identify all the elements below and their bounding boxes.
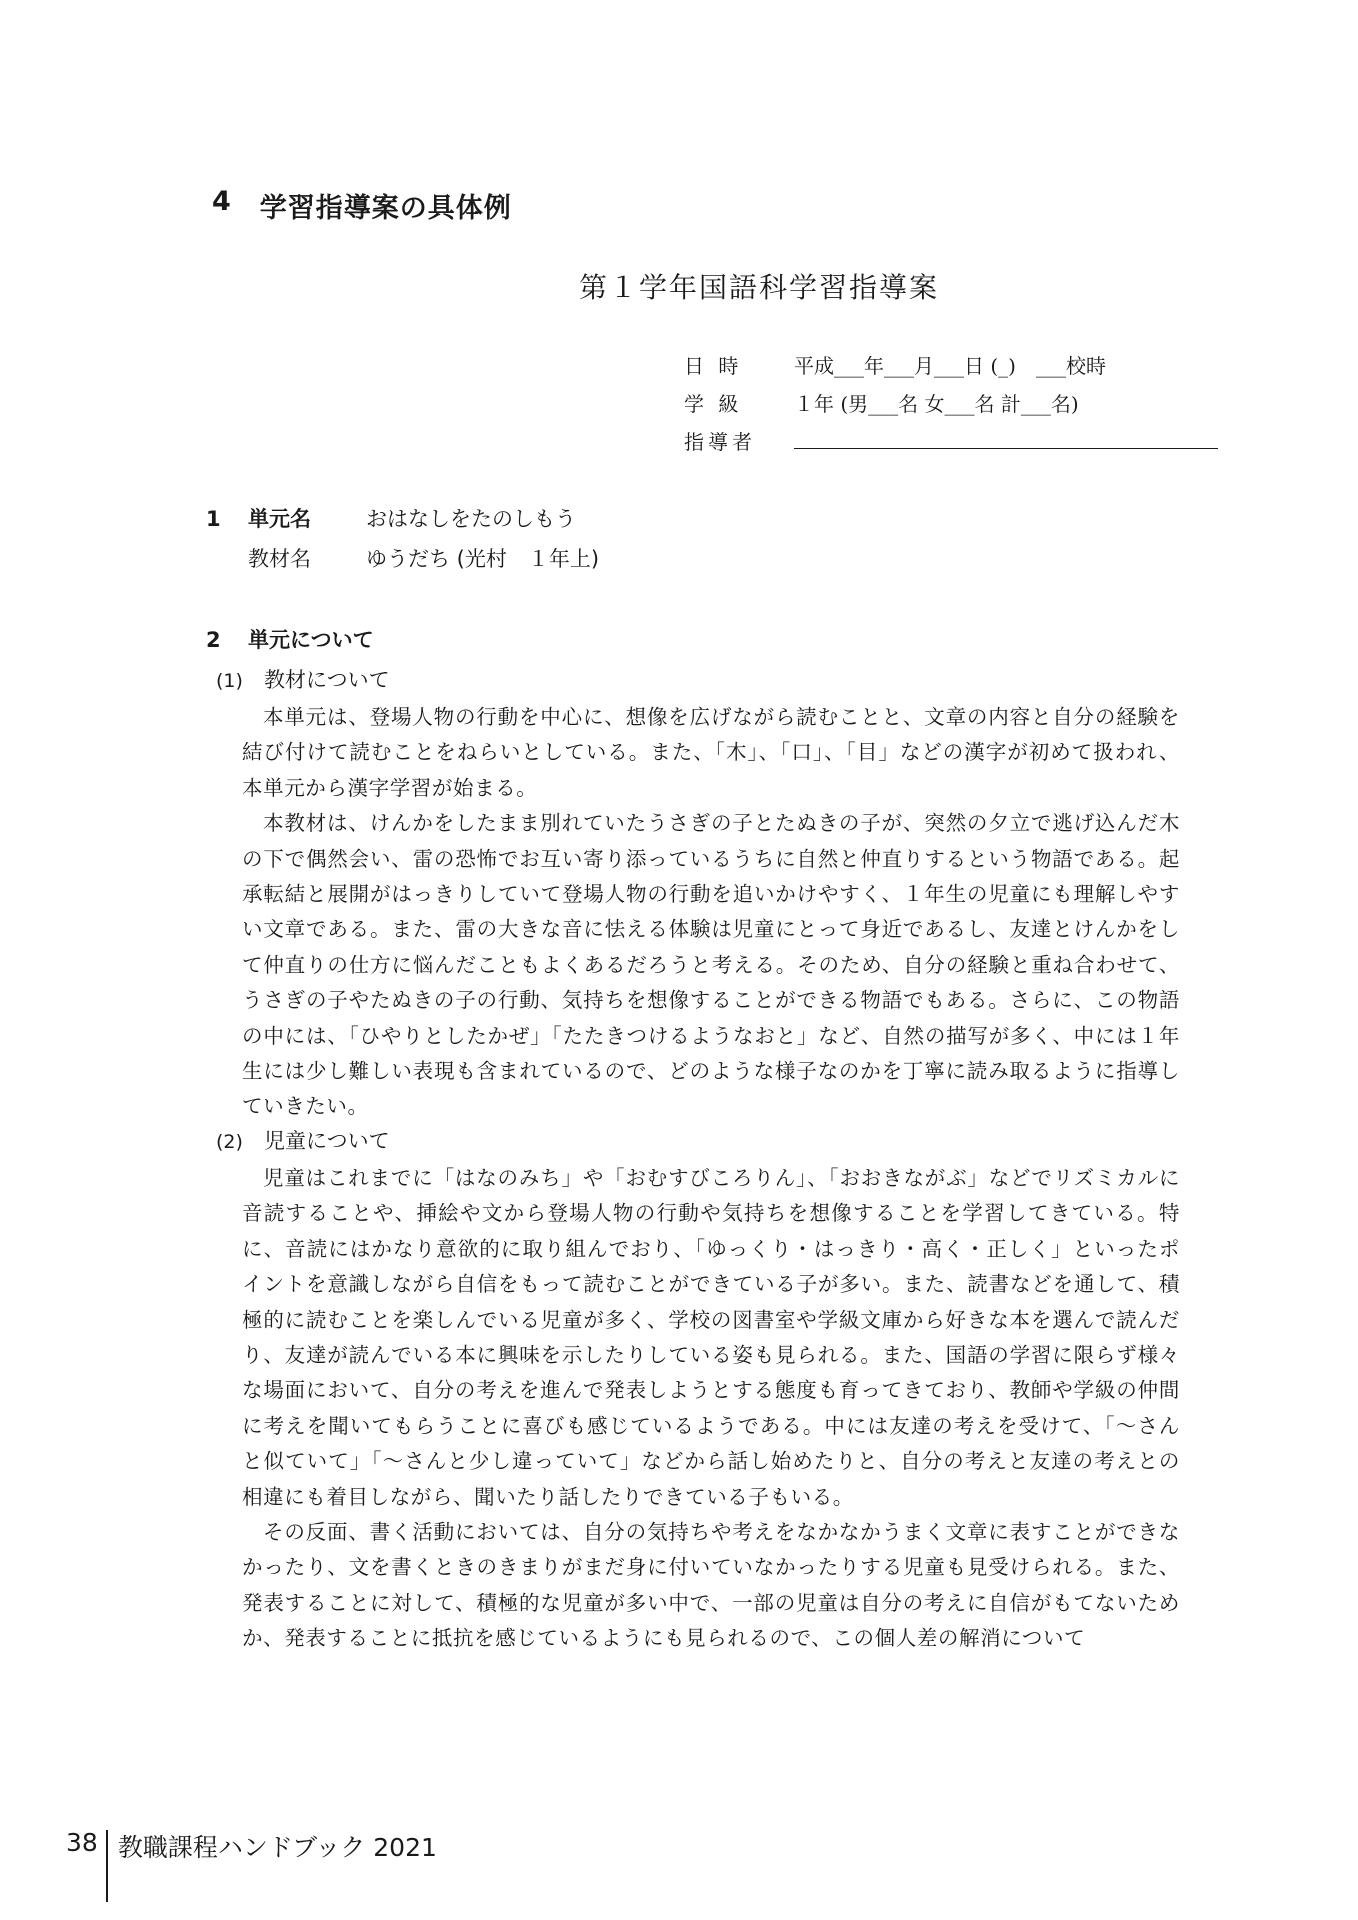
unit-section-number: 1 [206, 507, 221, 531]
material-label: 教材名 [248, 547, 311, 571]
unit-about-heading [206, 624, 1206, 664]
material-paragraph: 本単元は、登場人物の行動を中心に、想像を広げながら読むことと、文章の内容と自分の経験を結び付けて読むことをねらいとしている。また、「木」、「口」、「目」などの漢字が初めて扱われ、本単元から漢字学習が始まる。 [242, 705, 1180, 800]
teacher-blank-line [794, 428, 1218, 449]
meta-class-value: １年 (男___名 女___名 計___名) [794, 392, 1079, 416]
meta-teacher-label: 指導者 [684, 430, 756, 454]
section-heading-number: 4 [212, 186, 232, 217]
page-footer [66, 1828, 437, 1902]
material-paragraphs [206, 700, 1180, 1125]
material-subheading [206, 664, 1206, 700]
material-sub-title: 教材について [264, 668, 390, 692]
students-subheading [206, 1125, 1206, 1161]
material-sub-number: (1) [216, 670, 243, 692]
unit-name-label: 単元名 [248, 507, 311, 531]
book-title: 教職課程ハンドブック 2021 [117, 1833, 437, 1862]
unit-about-title: 単元について [248, 628, 374, 652]
meta-teacher-row [684, 426, 1218, 464]
students-sub-title: 児童について [264, 1128, 390, 1153]
footer-divider [106, 1830, 108, 1902]
section-heading-text: 学習指導案の具体例 [259, 193, 512, 224]
meta-date-label: 日 時 [684, 354, 743, 378]
unit-about-section [206, 624, 1206, 1657]
document-title: 第１学年国語科学習指導案 [578, 271, 939, 304]
meta-class-label: 学 級 [684, 392, 743, 416]
material-value: ゆうだち (光村 １年上) [366, 547, 600, 571]
material-row [206, 543, 599, 583]
students-sub-number: (2) [216, 1130, 243, 1153]
meta-date-value: 平成___年___月___日 (_) ___校時 [794, 354, 1106, 378]
unit-about-number: 2 [206, 628, 221, 652]
meta-class-row [684, 388, 1218, 426]
meta-date-row [684, 350, 1218, 388]
material-paragraph: 本教材は、けんかをしたまま別れていたうさぎの子とたぬきの子が、突然の夕立で逃げ込んだ木の下で偶然会い、雷の恐怖でお互い寄り添っているうちに自然と仲直りするという物語である。起承転結と展開がはっきりしていて登場人物の行動を追いかけやすく、１年生の児童にも理解しやすい文章である。また、雷の大きな音に怯える体験は児童にとって身近であるし、友達とけんかをして仲直りの仕方に悩んだこともよくあるだろうと考える。そのため、自分の経験と重ね合わせて、うさぎの子やたぬきの子の行動、気持ちを想像することができる物語でもある。さらに、この物語の中には、「ひやりとしたかぜ」「たたきつけるようなおと」など、自然の描写が多く、中には１年生には少し難しい表現も含まれているので、どのような様子なのかを丁寧に読み取るように指導していきたい。 [242, 811, 1180, 1119]
unit-name-row [206, 503, 599, 543]
students-paragraphs [206, 1161, 1180, 1657]
lesson-meta [684, 350, 1218, 464]
unit-section [206, 503, 599, 583]
students-paragraph: 児童はこれまでに「はなのみち」や「おむすびころりん」、「おおきながぶ」などでリズミカルに音読することや、挿絵や文から登場人物の行動や気持ちを想像することを学習してきている。特に、音読にはかなり意欲的に取り組んでおり、「ゆっくり・はっきり・高く・正しく」といったポイントを意識しながら自信をもって読むことができている子が多い。また、読書などを通して、積極的に読むことを楽しんでいる児童が多く、学校の図書室や学級文庫から好きな本を選んで読んだり、友達が読んでいる本に興味を示したりしている姿も見られる。また、国語の学習に限らず様々な場面において、自分の考えを進んで発表しようとする態度も育ってきており、教師や学級の仲間に考えを聞いてもらうことに喜びも感じているようである。中には友達の考えを受けて、「〜さんと似ていて」「〜さんと少し違っていて」などから話し始めたりと、自分の考えと友達の考えとの相違にも着目しながら、聞いたり話したりできている子もいる。 [242, 1165, 1180, 1509]
students-paragraph: その反面、書く活動においては、自分の気持ちや考えをなかなかうまく文章に表すことができなかったり、文を書くときのきまりがまだ身に付いていなかったりする児童も見受けられる。また、発表することに対して、積極的な児童が多い中で、一部の児童は自分の考えに自信がもてないためか、発表することに抵抗を感じているようにも見られるので、この個人差の解消について [242, 1519, 1180, 1651]
unit-name-value: おはなしをたのしもう [366, 507, 576, 531]
page-number: 38 [66, 1828, 98, 1857]
section-heading [212, 186, 512, 225]
